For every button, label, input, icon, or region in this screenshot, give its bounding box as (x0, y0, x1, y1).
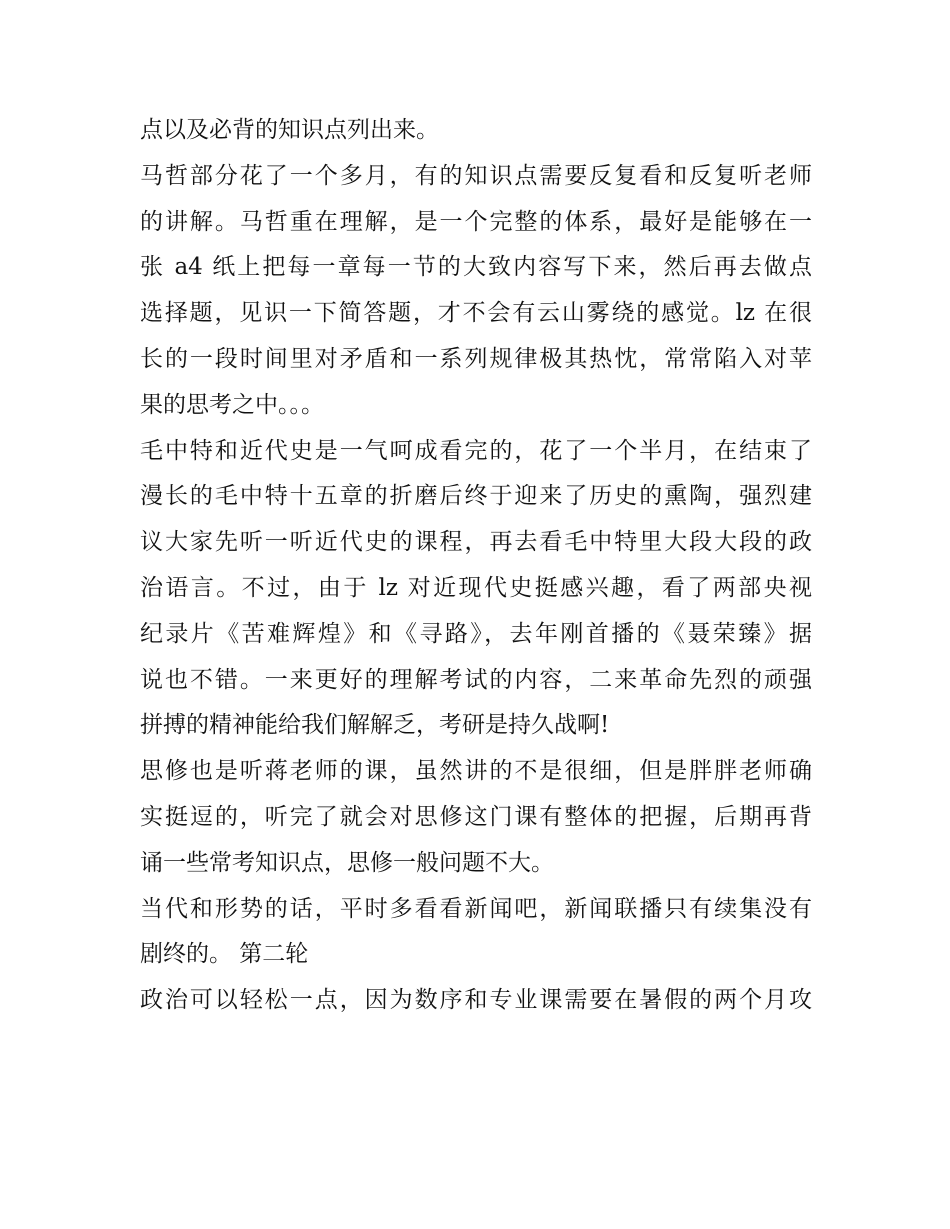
text-line: 思修也是听蒋老师的课，虽然讲的不是很细，但是胖胖老师确 (140, 758, 812, 785)
text-line: 选择题，见识一下简答题，才不会有云山雾绕的感觉。lz 在很 (140, 300, 812, 327)
text-line: 当代和形势的话，平时多看看新闻吧，新闻联播只有续集没有 (140, 895, 812, 922)
text-line: 张 a4 纸上把每一章每一节的大致内容写下来，然后再去做点 (140, 254, 812, 281)
text-line: 说也不错。一来更好的理解考试的内容，二来革命先烈的顽强 (140, 666, 812, 693)
text-line: 治语言。不过，由于 lz 对近现代史挺感兴趣，看了两部央视 (140, 574, 812, 601)
text-line: 政治可以轻松一点，因为数序和专业课需要在暑假的两个月攻 (140, 987, 812, 1014)
text-line: 实挺逗的，听完了就会对思修这门课有整体的把握，后期再背 (140, 803, 812, 830)
text-line: 拼搏的精神能给我们解解乏，考研是持久战啊! (140, 712, 610, 739)
text-line: 漫长的毛中特十五章的折磨后终于迎来了历史的熏陶，强烈建 (140, 483, 812, 510)
text-line: 议大家先听一听近代史的课程，再去看毛中特里大段大段的政 (140, 529, 812, 556)
text-line: 果的思考之中。。。 (140, 391, 324, 418)
text-line: 纪录片《苦难辉煌》和《寻路》，去年刚首播的《聂荣臻》据 (140, 620, 812, 647)
text-line: 的讲解。马哲重在理解，是一个完整的体系，最好是能够在一 (140, 208, 812, 235)
text-line: 马哲部分花了一个多月，有的知识点需要反复看和反复听老师 (140, 162, 812, 189)
text-line: 毛中特和近代史是一气呵成看完的，花了一个半月，在结束了 (140, 437, 812, 464)
text-line: 诵一些常考知识点，思修一般问题不大。 (140, 849, 554, 876)
text-line: 剧终的。 第二轮 (140, 941, 309, 968)
text-line: 点以及必背的知识点列出来。 (140, 117, 439, 143)
document-text (140, 108, 812, 1024)
text-line: 长的一段时间里对矛盾和一系列规律极其热忱，常常陷入对苹 (140, 345, 812, 372)
